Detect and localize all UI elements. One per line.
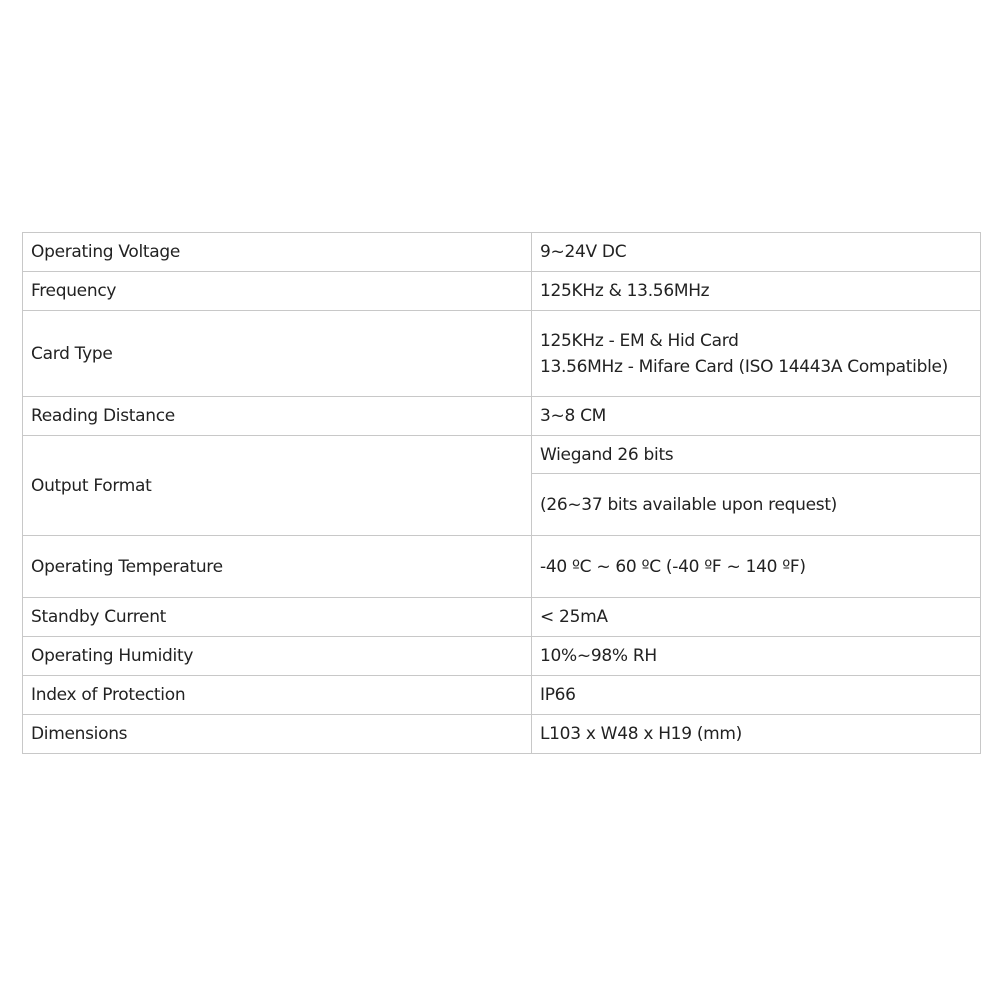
table-row [23, 233, 981, 272]
table-row [23, 311, 981, 397]
spec-table [22, 232, 981, 754]
spec-value: 10%~98% RH [532, 637, 981, 676]
spec-label: Output Format [23, 436, 532, 536]
spec-value: 3~8 CM [532, 397, 981, 436]
table-row [23, 637, 981, 676]
spec-value: 9~24V DC [532, 233, 981, 272]
spec-value: 125KHz & 13.56MHz [532, 272, 981, 311]
table-row [23, 598, 981, 637]
table-row [23, 397, 981, 436]
spec-value: -40 ºC ~ 60 ºC (-40 ºF ~ 140 ºF) [532, 536, 981, 598]
table-row [23, 676, 981, 715]
table-row [23, 715, 981, 754]
spec-label: Operating Temperature [23, 536, 532, 598]
spec-label: Reading Distance [23, 397, 532, 436]
spec-label: Frequency [23, 272, 532, 311]
spec-label: Index of Protection [23, 676, 532, 715]
spec-value [532, 311, 981, 397]
table-row [23, 272, 981, 311]
spec-value-line: 125KHz - EM & Hid Card [540, 330, 739, 351]
spec-value: Wiegand 26 bits [532, 436, 981, 474]
spec-label: Operating Voltage [23, 233, 532, 272]
spec-label: Card Type [23, 311, 532, 397]
spec-value: (26~37 bits available upon request) [532, 474, 981, 536]
spec-label: Standby Current [23, 598, 532, 637]
spec-label: Dimensions [23, 715, 532, 754]
spec-value: L103 x W48 x H19 (mm) [532, 715, 981, 754]
spec-label: Operating Humidity [23, 637, 532, 676]
spec-value: IP66 [532, 676, 981, 715]
spec-value: < 25mA [532, 598, 981, 637]
spec-value-line: 13.56MHz - Mifare Card (ISO 14443A Compatible) [540, 356, 948, 377]
table-row [23, 536, 981, 598]
table-row [23, 436, 981, 474]
